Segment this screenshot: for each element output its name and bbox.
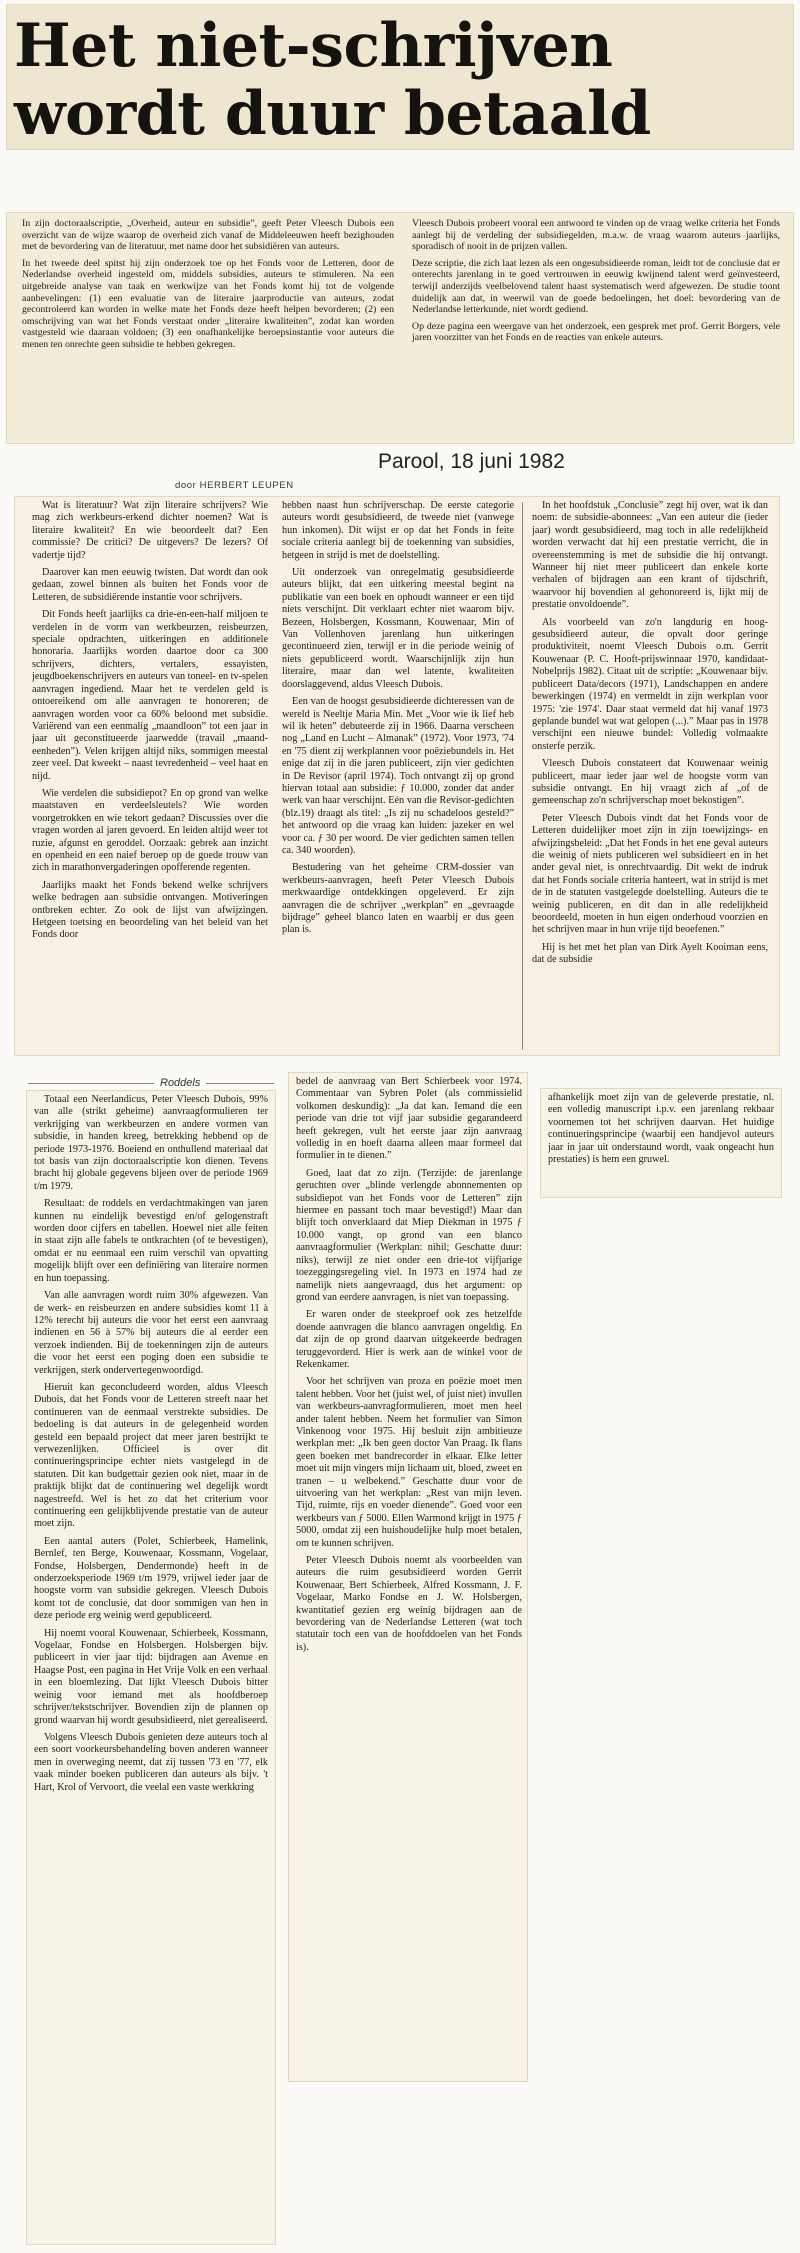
intro-paragraph: In zijn doctoraalscriptie, „Overheid, auteur en subsidie”, geeft Peter Vleesch Dubois een overzicht van de wijze waarop de overheid zich vanaf de Middeleeuwen heeft bezighouden met de bevordering van de literatuur, met name door het subsidiëren van auteurs. [22,218,394,253]
body-column-1 [32,500,268,1050]
body-paragraph: Daarover kan men eeuwig twisten. Dat wordt dan ook gedaan, zowel binnen als buiten het Fonds voor de Letteren, de subsidiërende instantie voor schrijvers. [32,567,268,603]
body-paragraph: Van alle aanvragen wordt ruim 30% afgewezen. Van de werk- en reisbeurzen en andere subsidies komt 11 à 12% terecht bij auteurs die voor het eerst een aanvraag indienen en 56 à 57% bij auteurs die al eerder een verzoek indienden. Bij de toekenningen zijn de auteurs die voor het eerst een poging doen een subsidie te verkrijgen, sterk ondervertegenwoordigd. [34,1290,268,1376]
body-column-3b [548,1092,774,1196]
headline-line-2: wordt duur betaald [14,79,651,149]
body-paragraph: Een van de hoogst gesubsidieerde dichteressen van de wereld is Neeltje Maria Min. Met „Voor wie ik lief heb wil ik heten” debuteerde zij in 1966. Daarna verscheen nog „Land en Lucht – Almanak” (1972). Voor 1973, '74 en '75 dient zij werkplannen voor poëziebundels in. Het enige dat zij in die jaren publiceert, zijn vier gedichten in De Revisor (april 1974). Toch ontvangt zij op grond hiervan totaal aan subsidie: ƒ 10.000, zonder dat ander werk van haar verschijnt. Eén van die Revisor-gedichten (blz.19) draagt als titel: „Is zij nu schadeloos gesteld?” het antwoord op die vraag kan luiden: jazeker en wel voor ca. ƒ 30 per woord. De vier gedichten samen tellen ca. 340 woorden). [282,696,514,856]
body-paragraph: Vleesch Dubois constateert dat Kouwenaar weinig publiceert, maar ieder jaar wel de hoogste vorm van subsidie ontvangt. En hij vraagt zich af „of de gemeenschap zo'n schrijverschap moet bekostigen”. [532,758,768,807]
body-paragraph: Als voorbeeld van zo'n langdurig en hoog-gesubsidieerd auteur, die opvalt door geringe produktiviteit, noemt Vleesch Dubois o.m. Gerrit Kouwenaar (P. C. Hooft-prijswinnaar 1970, kandidaat-Nobelprijs 1982). Citaat uit de scriptie: „Kouwenaar bijv. publiceert Data/decors (1971), Landschappen en andere bewerkingen (1974) en vermeldt in zijn werkplan voor 1975: 'zie 1974'. Daar staat vermeld dat hij vanaf 1973 geplande bundel wat wat gelopen (...).” Maar pas in 1978 verschijnt een nieuwe bundel: Volledig volmaakte onsterfe perzik. [532,616,768,752]
section-label-roddels: Roddels [160,1077,201,1089]
body-paragraph: Wat is literatuur? Wat zijn literaire schrijvers? Wie mag zich werkbeurs-erkend dichter noemen? Wat is literaire kwaliteit? En wie beoordeelt dat? Een commissie? De critici? De uitgevers? De lezers? Of vadertje tijd? [32,500,268,561]
body-paragraph: Er waren onder de steekproef ook zes hetzelfde doende aanvragen die blanco aanvragen ongeldig. En dat zijn de op grond daarvan uitgekeerde bedragen teruggevorderd. Hier is werk aan de winkel voor de Rekenkamer. [296,1309,522,1370]
body-paragraph: Peter Vleesch Dubois vindt dat het Fonds voor de Letteren duidelijker moet zijn in zijn toewijzings- en afwijzingsbeleid: „Dat het Fonds in het ene geval auteurs die weinig of niets publiceren wel subsidieert en in het ander geval niet, is onrechtvaardig. Dit wekt de indruk dat het Fonds sociale criteria hanteert, wat in strijd is met de in de statuten vastgelegde doelstelling. Auteurs die te weinig publiceren, en dit dan in alle redelijkheid beoordeeld, moeten in hun eigen onderhoud voorzien en het schrijven maar in hun vrije tijd beoefenen.” [532,812,768,936]
intro-paragraph: In het tweede deel spitst hij zijn onderzoek toe op het Fonds voor de Letteren, door de Nederlandse overheid ingesteld om, middels subsidies, auteurs te stimuleren. Na een uitgebreide analyse van taak en werkwijze van het Fonds komt hij tot de volgende aanbevelingen: (1) een evaluatie van de literaire jaarproductie van auteurs, zodat gecontroleerd kan worden in welke mate het Fonds deze heeft helpen bevorderen; (2) een omschrijving van wat het Fonds verstaat onder „literaire kwaliteiten”, zodat kan worden vastgesteld wie daaraan voldoen; (3) een onafhankelijke beroepsinstantie voor auteurs die menen ten onrechte geen subsidie te hebben gekregen. [22,257,394,350]
body-paragraph: Hij noemt vooral Kouwenaar, Schierbeek, Kossmann, Vogelaar, Fondse en Holsbergen. Holsbergen bijv. publiceert in vier jaar tijd: bijdragen aan Avenue en Haagse Post, een pagina in Het Vrije Volk en een verhaal in een bloemlezing. Dat lijkt Vleesch Dubois bitter weinig voor iemand met als hoofdberoep schrijver/tekstschrijver. Bovendien zijn de plannen op grond waarvan hij wordt gesubsidieerd, niet gerealiseerd. [34,1627,268,1726]
body-paragraph: Uit onderzoek van onregelmatig gesubsidieerde auteurs blijkt, dat een uitkering meestal begint na publikatie van een boek en ophoudt wanneer er een tijd niets verschijnt. Dit verklaart echter niet waarom bijv. Bezeen, Holsbergen, Kossmann, Kouwenaar, Min of Van Vollenhoven jarenlang hun uitkeringen gecontinueerd zien, terwijl er in die periode weinig of niets gepubliceerd wordt. Waarschijnlijk zijn hun literaire, maar dan wel latente, kwaliteiten doorslaggevend, aldus Vleesch Dubois. [282,567,514,690]
body-column-2 [282,500,514,1050]
body-paragraph: In het hoofdstuk „Conclusie” zegt hij over, wat ik dan noem: de subsidie-abonnees: „Van een auteur die (ieder jaar) wordt gesubsidieerd, mag toch in alle redelijkheid worden verwacht dat hij een prestatie verricht, die in overeenstemming is met de subsidie die hij ontvangt. Wanneer hij niet meer publiceert dan enkele korte verhalen of bijdragen aan een krant of tijdschrift, waarvoor hij bovendien al gehonoreerd is, lijkt mij de prestatie onvoldoende”. [532,500,768,611]
headline-line-1: Het niet-schrijven [14,11,613,81]
body-paragraph: Een aantal auters (Polet, Schierbeek, Hamelink, Bernlef, ten Berge, Kouwenaar, Kossmann, Vogelaar, Fondse, Holsbergen, Dendermonde) heeft in de onderzoeksperiode 1969 t/m 1979, vrijwel ieder jaar de hoogste vorm van subsidie gekregen. Vleesch Dubois komt tot de conclusie, dat door sommigen van hen in deze periode erg weinig werd gepubliceerd. [34,1535,268,1622]
intro-right-column [412,218,780,349]
body-paragraph: Hieruit kan geconcludeerd worden, aldus Vleesch Dubois, dat het Fonds voor de Letteren streeft naar het continueren van de eenmaal verstrekte subsidies. De bedoeling is dat auteurs in de gelegenheid worden gesteld een bepaald project dat meer jaren bestrijkt te verwezenlijken. Officieel is over dit continueringsprincipe echter niets vastgelegd in de statuten. Dit kan budgettair gezien ook niet, maar in de praktijk blijkt dat de continuering wel degelijk wordt nagestreefd. Wel is het zo dat het criterium voor continuering een gelijkblijvende prestatie van de auteur moet zijn. [34,1381,268,1530]
body-paragraph: Jaarlijks maakt het Fonds bekend welke schrijvers welke bedragen aan subsidie ontvangen. Motiveringen ontbreken echter. Zo ook de lijst van afwijzingen. Hetgeen toetsing en beoordeling van het beleid van het Fonds door [32,879,268,941]
body-paragraph: Hij is het met het plan van Dirk Ayelt Kooiman eens, dat de subsidie [532,941,768,966]
body-paragraph: afhankelijk moet zijn van de geleverde prestatie, nl. een volledig manuscript i.p.v. een jarenlang rekbaar voornemen tot het schrijven daarvan. Het huidige continueringsprincipe (waarbij een handjevol auteurs jaar in jaar uit onderstaund wordt, vaak ongeacht hun prestaties) is hem een gruwel. [548,1092,774,1166]
body-paragraph: Peter Vleesch Dubois noemt als voorbeelden van auteurs die ruim gesubsidieerd worden Gerrit Kouwenaar, Bert Schierbeek, Alfred Kossmann, J. F. Vogelaar, Marko Fondse en J. W. Holsbergen, kwantitatief gezien erg weinig bijdragen aan de bevordering van de Nederlandse Letteren (wat toch statutair toch een van de hoofddoelen van het Fonds is). [296,1555,522,1653]
body-paragraph: Goed, laat dat zo zijn. (Terzijde: de jarenlange geruchten over „blinde verlengde abonnementen op subsidiepot van het Fonds voor de Letteren” zijn hiermee en passant toch maar bevestigd!) Maar dan blijft toch onverklaard dat Miep Diekman in 1975 ƒ 10.000 vangt, op grond van een blanco aanvraagformulier (Werkplan: nihil; Geschatte duur: niks), terwijl ze niet onder een drie-tot vijfjarige toezeggingsregeling viel. In 1973 en 1974 had ze namelijk niets aangevraagd, dus het argument: op grond van eerdere aanvragen, is niet van toepassing. [296,1167,522,1303]
body-column-2b [296,1076,522,2076]
body-paragraph: hebben naast hun schrijverschap. De eerste categorie auteurs wordt gesubsidieerd, de tweede niet (vanwege hun inkomen). Dit wijst er op dat het Fonds in feite sociale criteria aanlegt bij de toekenning van subsidies, hetgeen in strijd is met de doelstelling. [282,500,514,561]
intro-paragraph: Op deze pagina een weergave van het onderzoek, een gesprek met prof. Gerrit Borgers, vele jaren voorzitter van het Fonds en de reacties van enkele auteurs. [412,320,780,344]
source-caption: Parool, 18 juni 1982 [378,450,565,473]
section-rule [28,1083,154,1084]
body-paragraph: Totaal een Neerlandicus, Peter Vleesch Dubois, 99% van alle (strikt geheime) aanvraagformulieren ter verkrijging van werkbeurzen en andere vormen van subsidie, in handen kreeg, betrekking hebbend op de periode 1973-1976. Boeiend en onthullend materiaal dat tot basis van zijn doctoraalscriptie kon dienen. Tevens bracht hij globale gegevens bijeen over de periode 1969 t/m 1979. [34,1094,268,1192]
column-rule [522,502,523,1050]
byline: door HERBERT LEUPEN [175,480,294,491]
body-paragraph: bedel de aanvraag van Bert Schierbeek voor 1974. Commentaar van Sybren Polet (als commissielid volkomen deskundig): „Ja dat kan. Iemand die een periode van drie tot vijf jaar subsidie gegarandeerd heeft gekregen, vult het eerste jaar zijn aanvraag volledig in en hoeft daarna alleen maar formeel dat formulier in te dienen.” [296,1076,522,1162]
intro-paragraph: Deze scriptie, die zich laat lezen als een ongesubsidieerde roman, leidt tot de conclusie dat er onterechts jarenlang in te goed vertrouwen in eeuwig kwijnend talent werd geïnvesteerd, terwijl anderzijds veelbelovend talent haast systematisch werd afgewezen. De studie toont duidelijk aan dat, in weerwil van de goede bedoelingen, het doel: bevordering van de Nederlandse letterkunde, niet wordt gediend. [412,257,780,316]
body-paragraph: Voor het schrijven van proza en poëzie moet men talent hebben. Voor het (juist wel, of juist niet) invullen van werkbeurs-aanvragformulieren, moet men heel ander talent hebben. Neem het formulier van Simon Vinkenoog voor 1975. Hij besluit zijn ambitieuze werkplan met: „Ik ben geen doctor Van Praag. Ik flans geen boeken met bandrecorder in elkaar. Elke letter moet uit mijn vingers mijn lichaam uit, bloed, zweet en tranen – u welbekend.” Geschatte duur voor de uitvoering van het werkplan: „Rest van mijn leven. Tijd, ruimte, rijs en voeder dienende”. Goed voor een werkbeurs van ƒ 5000. Ellen Warmond krijgt in 1975 ƒ 5000, omdat zij een huishoudelijke hulp moet betalen, om te kunnen schrijven. [296,1376,522,1549]
body-paragraph: Wie verdelen die subsidiepot? En op grond van welke maatstaven en verdeelsleutels? Wie worden voorgetrokken en wie tekort gedaan? Discussies over die vragen worden al jaren gevoerd. En leiden altijd weer tot ruzie, afgunst en geroddel. Oorzaak: gebrek aan inzicht en openheid en een naief beroep op de goede trouw van zich in marathonvergaderingen opofferende regenten. [32,787,268,874]
intro-paragraph: Vleesch Dubois probeert vooral een antwoord te vinden op de vraag welke criteria het Fonds aanlegt bij de verdeling der subsidiegelden, m.a.w. de vraag waarom auteurs jaarlijks, sporadisch of nooit in de prijzen vallen. [412,218,780,253]
body-paragraph: Volgens Vleesch Dubois genieten deze auteurs toch al een soort voorkeursbehandeling boven anderen wanneer men in overweging neemt, dat zij tussen '73 en '77, elk vaak minder boeken publiceren dan auteurs als bijv. 't Hart, Krol of Vervoort, die veelal een vaste werkkring [34,1731,268,1793]
body-column-3 [532,500,768,1050]
body-column-1b [34,1094,268,2240]
intro-left-column [22,218,394,356]
article-headline [14,12,794,148]
body-paragraph: Resultaat: de roddels en verdachtmakingen van jaren kunnen nu eindelijk bevestigd en/of gelogenstraft worden door cijfers en tabellen. Hoewel niet alle feiten in staat zijn alle fabels te ontkrachten (of te bevestigen), omdat er nu eenmaal een ruim verschil van opvatting mogelijk blijft over een definiëring van literaire normen en hun toepassing. [34,1198,268,1284]
body-paragraph: Dit Fonds heeft jaarlijks ca drie-en-een-half miljoen te verdelen in de vorm van werkbeurzen, reisbeurzen, speciale opdrachten, uitkeringen en additionele honoraria. Jaarlijks worden daartoe door ca 300 schrijvers, dichters, vertalers, essayisten, jeugdboekenschrijvers en auteurs van toneel- en tv-spelen aanvragen ingediend. Maar het te verdelen geld is ontoereikend om alle aanvragen te honoreren; de aanvragen worden voor ca 60% beloond met subsidie. Variërend van een eenmalig „maandloon” tot een jaar in jaar uit geconstitueerde jaarwedde (travail „maand-eenheden”). Velen krijgen altijd niks, sommigen meestal zeer veel. Dat kweekt – naast tevredenheid – veel haat en nijd. [32,609,268,782]
body-paragraph: Bestudering van het geheime CRM-dossier van werkbeurs-aanvragen, heeft Peter Vleesch Dubois merkwaardige ontdekkingen opgeleverd. Er zijn aanvragen die de schrijver „werkplan” en „gevraagde bijdrage” geheel blanco laten en waarbij er dus geen plan is. [282,862,514,936]
section-rule [206,1083,274,1084]
